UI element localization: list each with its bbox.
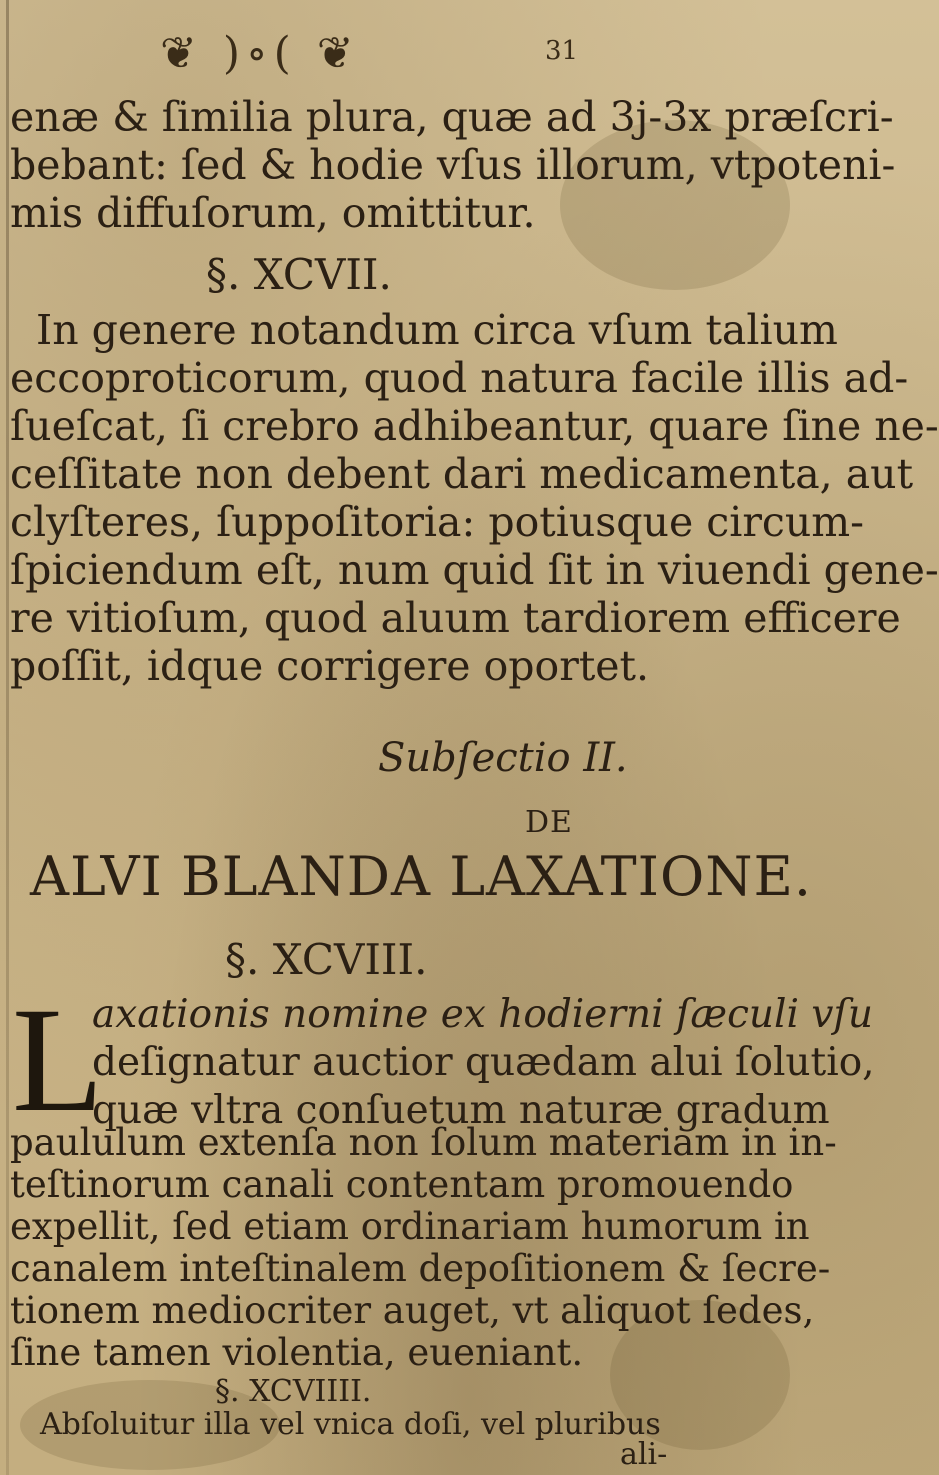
section-heading-97: §. XCVII. [206,250,392,299]
chapter-heading: ALVI BLANDA LAXATIONE. [30,845,813,908]
drop-capital: L [12,977,104,1143]
header-ornament: ❦ )∘( ❦ [160,28,360,79]
text-line: bebant: ſed & hodie vſus illorum, vtpoteni- [10,141,896,189]
text-line: re vitioſum, quod aluum tardiorem efficere [10,594,901,642]
text-line: In genere notandum circa vſum talium [36,306,838,354]
section-heading-98: §. XCVIII. [225,935,428,984]
text-line: teſtinorum canali contentam promouendo [10,1163,794,1206]
text-line: poſſit, idque corrigere oportet. [10,642,650,690]
text-line: axationis nomine ex hodierni ſæculi vſu [92,992,873,1037]
heading-de: DE [525,805,573,840]
text-line: tionem mediocriter auget, vt aliquot ſedes, [10,1289,815,1332]
catchword: ali- [620,1437,668,1472]
text-line: Abſoluitur illa vel vnica doſi, vel pluribus [40,1407,661,1442]
page-number: 31 [545,36,579,66]
text-line: quæ vltra conſuetum naturæ gradum [92,1088,830,1133]
text-line: deſignatur auctior quædam alui ſolutio, [92,1040,875,1085]
text-line: expellit, ſed etiam ordinariam humorum in [10,1205,810,1248]
text-line: paululum extenſa non ſolum materiam in in- [10,1121,837,1164]
text-line: ſueſcat, ſi crebro adhibeantur, quare ſine ne- [10,402,939,450]
text-line: eccoproticorum, quod natura facile illis ad- [10,354,909,402]
section-heading-99: §. XCVIIII. [215,1374,372,1409]
text-line: mis diffuſorum, omittitur. [10,189,536,237]
subsection-title: Subſectio II. [378,735,628,781]
text-line: ſine tamen violentia, eueniant. [10,1331,584,1374]
page-gutter [6,0,9,1475]
text-line: ceſſitate non debent dari medicamenta, aut [10,450,914,498]
text-line: clyſteres, ſuppoſitoria: potiusque circum- [10,498,865,546]
text-line: canalem inteſtinalem depoſitionem & ſecre- [10,1247,831,1290]
text-line: enæ & ſimilia plura, quæ ad 3j-3x præſcri- [10,93,894,141]
text-line: ſpiciendum eſt, num quid ſit in viuendi gene- [10,546,939,594]
